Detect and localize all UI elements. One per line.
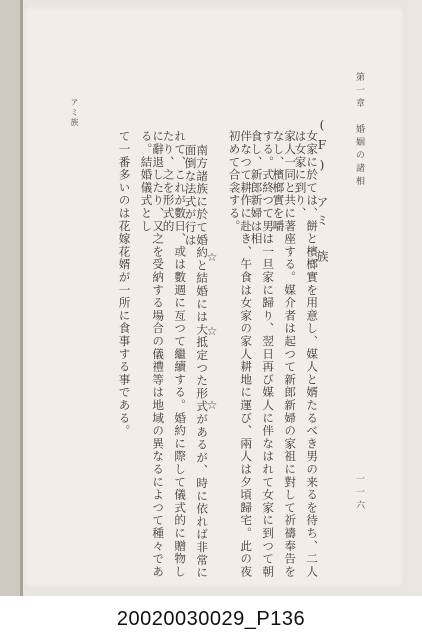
text-line-7: に辭退したり、又之を受納する場合の儀禮等は地域の異なるによつて種々である。結婚儀式とし <box>139 130 166 578</box>
text-line-6: れて、これが數日、或は數週に亙つて繼續する。婚約に際して儀式的に贈物したり、之を形式的 <box>161 130 188 578</box>
text-line-2: 家人一同と共に著座する。媒介者は起つて新郎新婦の家祖に對して祈禱奉告をなし、檳榔實を嚼 <box>271 130 298 578</box>
book-page <box>24 6 404 588</box>
text-line-8: て一番多いのは花嫁花婿が一所に食事する事である。 <box>117 130 132 438</box>
text-line-1: 女家に於ては、餅と檳榔實を用意し、媒人と婿たるべき男の来るを待ち、二人は女家に到り、 <box>293 130 320 578</box>
section-heading: (F) アミ 族 <box>315 118 329 268</box>
running-header: 第一章 婚姻の諸相 <box>354 72 364 189</box>
image-caption: 20020030029_P136 <box>116 608 306 630</box>
text-line-4: 伴なつて耕作に赴き、午食は女家の家人耕地に運び、兩人は夕頃歸宅。此の夜初めて合衾する。 <box>227 130 254 578</box>
binding-edge <box>20 0 23 596</box>
text-line-3: する。式終つて男は一旦家に歸り、翌日再び媒人に伴なはれて女家に到つて朝食し、新郎新婦は相 <box>249 130 276 578</box>
side-note: アミ族 <box>70 98 79 128</box>
section-divider-stars: ☆ ☆ ☆ <box>205 250 219 436</box>
text-line-5: 南方諸族に於て婚約と結婚には大抵定つた形式があるが、時に依れば非常に面倒な法式が行は <box>183 144 210 580</box>
page-number: 一一六 <box>354 474 364 513</box>
previous-page-edge <box>0 0 23 596</box>
